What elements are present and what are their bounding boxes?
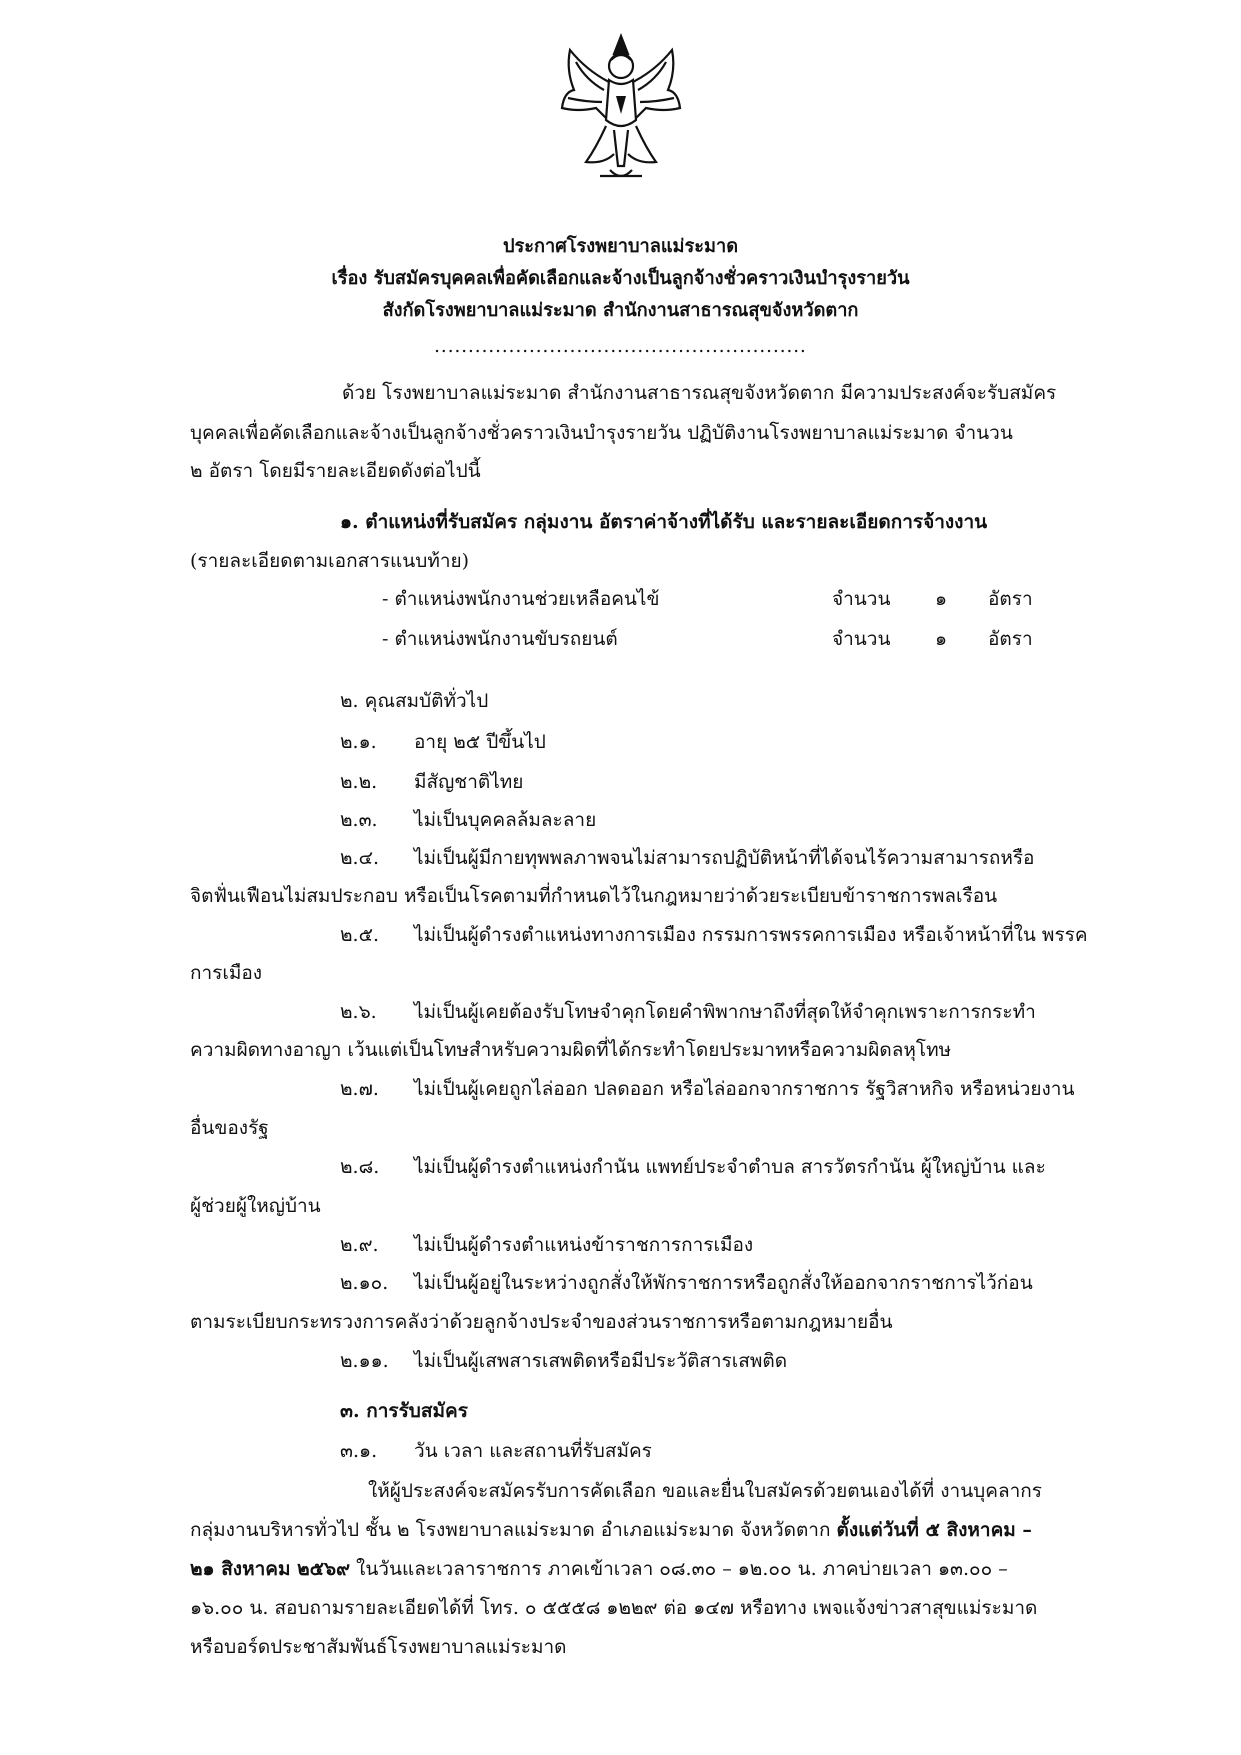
garuda-emblem-icon bbox=[556, 30, 686, 190]
qualification-item bbox=[340, 1230, 753, 1260]
position-name: - ตำแหน่งพนักงานช่วยเหลือคนไข้ bbox=[382, 588, 660, 610]
item-number: ๒.๓. bbox=[340, 809, 378, 831]
item-continuation: ตามระเบียบกระทรวงการคลังว่าด้วยลูกจ้างประจำของส่วนราชการหรือตามกฎหมายอื่น bbox=[190, 1311, 893, 1333]
section-3-title: ๓. การรับสมัคร bbox=[340, 1400, 468, 1422]
announcement-title: ประกาศโรงพยาบาลแม่ระมาด bbox=[502, 236, 739, 257]
announcement-affiliation: สังกัดโรงพยาบาลแม่ระมาด สำนักงานสาธารณสุขจังหวัดตาก bbox=[382, 300, 859, 321]
item-text: ไม่เป็นผู้ดำรงตำแหน่งทางการเมือง กรรมการพรรคการเมือง หรือเจ้าหน้าที่ใน พรรค bbox=[414, 924, 1088, 946]
item-text: ไม่เป็นบุคคลล้มละลาย bbox=[414, 809, 597, 831]
item-number: ๒.๒. bbox=[340, 771, 378, 793]
application-paragraph-line bbox=[190, 1554, 1008, 1584]
item-text: ไม่เป็นผู้เคยต้องรับโทษจำคุกโดยคำพิพากษาถึงที่สุดให้จำคุกเพราะการกระทำ bbox=[414, 1001, 1036, 1023]
qualification-item bbox=[340, 997, 1036, 1027]
item-number: ๒.๙. bbox=[340, 1234, 379, 1256]
intro-line-2: บุคคลเพื่อคัดเลือกและจ้างเป็นลูกจ้างชั่วคราวเงินบำรุงรายวัน ปฏิบัติงานโรงพยาบาลแม่ระมาด จำนวน bbox=[190, 422, 1013, 444]
qualification-item bbox=[340, 727, 546, 757]
item-text: ไม่เป็นผู้มีกายทุพพลภาพจนไม่สามารถปฏิบัติหน้าที่ได้จนไร้ความสามารถหรือ bbox=[414, 847, 1035, 869]
position-count: ๑ bbox=[935, 588, 948, 610]
item-continuation: ผู้ช่วยผู้ใหญ่บ้าน bbox=[190, 1195, 321, 1217]
text-segment: ในวันและเวลาราชการ ภาคเข้าเวลา ๐๘.๓๐ – ๑๒.๐๐ น. ภาคบ่ายเวลา ๑๓.๐๐ – bbox=[350, 1558, 1008, 1580]
qualification-item bbox=[340, 767, 523, 797]
item-text: อายุ ๒๕ ปีขึ้นไป bbox=[414, 731, 546, 753]
position-unit: จำนวน bbox=[832, 588, 891, 610]
section-2-title: ๒. คุณสมบัติทั่วไป bbox=[340, 690, 489, 712]
item-number: ๒.๘. bbox=[340, 1156, 380, 1178]
position-row bbox=[0, 624, 1241, 652]
item-text: ไม่เป็นผู้ดำรงตำแหน่งข้าราชการการเมือง bbox=[414, 1234, 754, 1256]
item-number: ๒.๑. bbox=[340, 731, 377, 753]
item-text: ไม่เป็นผู้อยู่ในระหว่างถูกสั่งให้พักราชการหรือถูกสั่งให้ออกจากราชการไว้ก่อน bbox=[414, 1272, 1033, 1294]
item-text: ไม่เป็นผู้เคยถูกไล่ออก ปลดออก หรือไล่ออกจากราชการ รัฐวิสาหกิจ หรือหน่วยงาน bbox=[414, 1078, 1075, 1100]
subsection-title: วัน เวลา และสถานที่รับสมัคร bbox=[414, 1440, 652, 1462]
announcement-subject: เรื่อง รับสมัครบุคคลเพื่อคัดเลือกและจ้างเป็นลูกจ้างชั่วคราวเงินบำรุงรายวัน bbox=[331, 268, 910, 289]
application-paragraph-line: ให้ผู้ประสงค์จะสมัครรับการคัดเลือก ขอและยื่นใบสมัครด้วยตนเองได้ที่ งานบุคลากร bbox=[368, 1480, 1042, 1502]
position-rate: อัตรา bbox=[988, 588, 1033, 610]
item-number: ๒.๔. bbox=[340, 847, 379, 869]
intro-line-1: ด้วย โรงพยาบาลแม่ระมาด สำนักงานสาธารณสุขจังหวัดตาก มีความประสงค์จะรับสมัคร bbox=[342, 382, 1057, 404]
qualification-item bbox=[340, 920, 1088, 950]
item-text: ไม่เป็นผู้ดำรงตำแหน่งกำนัน แพทย์ประจำตำบล สารวัตรกำนัน ผู้ใหญ่บ้าน และ bbox=[414, 1156, 1046, 1178]
qualification-item bbox=[340, 1346, 787, 1376]
item-number: ๒.๑๐. bbox=[340, 1272, 389, 1294]
position-row bbox=[0, 584, 1241, 612]
date-highlight: ตั้งแต่วันที่ ๕ สิงหาคม – bbox=[836, 1519, 1032, 1541]
item-continuation: อื่นของรัฐ bbox=[190, 1117, 269, 1139]
qualification-item bbox=[340, 843, 1034, 873]
intro-line-3: ๒ อัตรา โดยมีรายละเอียดดังต่อไปนี้ bbox=[190, 460, 481, 482]
qualification-item bbox=[340, 1268, 1033, 1298]
application-paragraph-line: ๑๖.๐๐ น. สอบถามรายละเอียดได้ที่ โทร. ๐ ๕๕๕๘ ๑๒๒๙ ต่อ ๑๔๗ หรือทาง เพจแจ้งข่าวสาสุขแม่ระมาด bbox=[190, 1597, 1038, 1619]
item-number: ๒.๖. bbox=[340, 1001, 377, 1023]
item-number: ๒.๕. bbox=[340, 924, 379, 946]
text-segment: กลุ่มงานบริหารทั่วไป ชั้น ๒ โรงพยาบาลแม่ระมาด อำเภอแม่ระมาด จังหวัดตาก bbox=[190, 1519, 837, 1541]
qualification-item bbox=[340, 1152, 1046, 1182]
section-1-note: (รายละเอียดตามเอกสารแนบท้าย) bbox=[190, 550, 470, 572]
item-number: ๒.๗. bbox=[340, 1078, 379, 1100]
item-text: ไม่เป็นผู้เสพสารเสพติดหรือมีประวัติสารเสพติด bbox=[414, 1350, 788, 1372]
item-continuation: การเมือง bbox=[190, 962, 263, 984]
application-paragraph-line bbox=[190, 1515, 1032, 1545]
item-continuation: ความผิดทางอาญา เว้นแต่เป็นโทษสำหรับความผิดที่ได้กระทำโดยประมาทหรือความผิดลหุโทษ bbox=[190, 1039, 952, 1061]
position-name: - ตำแหน่งพนักงานขับรถยนต์ bbox=[382, 628, 618, 650]
header-separator: ....................................................... bbox=[434, 336, 807, 357]
date-highlight: ๒๑ สิงหาคม ๒๕๖๙ bbox=[190, 1558, 350, 1580]
section-1-title: ๑. ตำแหน่งที่รับสมัคร กลุ่มงาน อัตราค่าจ้างที่ได้รับ และรายละเอียดการจ้างงาน bbox=[340, 511, 988, 533]
item-number: ๓.๑. bbox=[340, 1440, 378, 1462]
subsection-heading bbox=[340, 1436, 652, 1466]
item-number: ๒.๑๑. bbox=[340, 1350, 389, 1372]
position-unit: จำนวน bbox=[832, 628, 891, 650]
application-paragraph-line: หรือบอร์ดประชาสัมพันธ์โรงพยาบาลแม่ระมาด bbox=[190, 1636, 567, 1658]
item-continuation: จิตฟั่นเฟือนไม่สมประกอบ หรือเป็นโรคตามที่กำหนดไว้ในกฎหมายว่าด้วยระเบียบข้าราชการพลเรือน bbox=[190, 885, 998, 907]
position-rate: อัตรา bbox=[988, 628, 1033, 650]
position-count: ๑ bbox=[935, 628, 948, 650]
qualification-item bbox=[340, 1074, 1074, 1104]
qualification-item bbox=[340, 805, 596, 835]
item-text: มีสัญชาติไทย bbox=[414, 771, 524, 793]
